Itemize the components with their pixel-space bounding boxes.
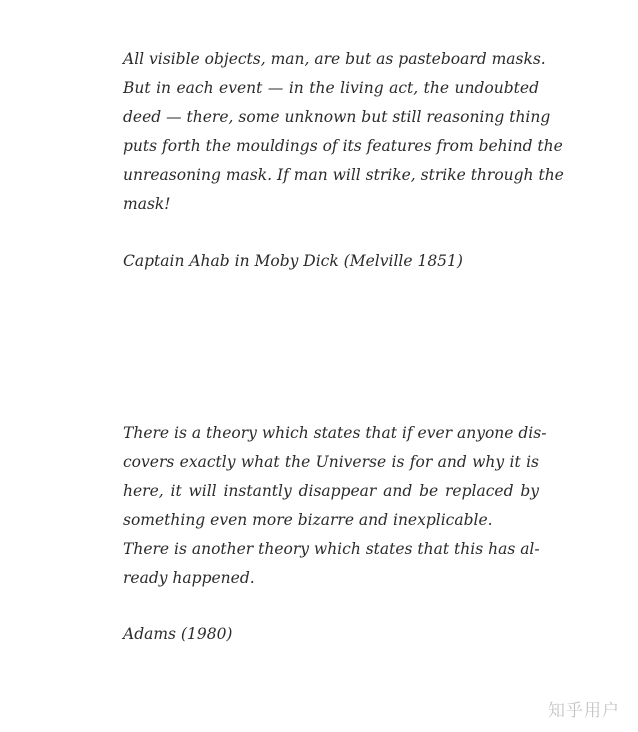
quote-line: here, it will instantly disappear and be replaced by xyxy=(123,482,539,500)
quote-line: something even more bizarre and inexplicable. xyxy=(123,511,493,529)
quote-line: covers exactly what the Universe is for and why it is xyxy=(123,453,539,471)
watermark: 知乎用户 xyxy=(548,701,620,721)
quote-line: All visible objects, man, are but as pasteboard masks. xyxy=(123,50,546,68)
epigraph-1-attribution xyxy=(123,247,539,276)
quote-line: There is a theory which states that if ever anyone dis- xyxy=(123,424,547,442)
epigraph-1 xyxy=(123,45,564,219)
quote-line: But in each event — in the living act, the undoubted xyxy=(123,79,539,97)
quote-line: puts forth the mouldings of its features from behind the xyxy=(123,137,563,155)
quote-line: There is another theory which states that this has al- xyxy=(123,540,540,558)
quote-line: unreasoning mask. If man will strike, strike through the xyxy=(123,166,564,184)
quote-line: mask! xyxy=(123,195,171,213)
quote-line: deed — there, some unknown but still reasoning thing xyxy=(123,108,551,126)
epigraph-2 xyxy=(123,419,547,593)
epigraph-2-attribution xyxy=(123,620,539,649)
attribution-text: Adams (1980) xyxy=(123,625,233,643)
quote-line: ready happened. xyxy=(123,569,255,587)
attribution-text: Captain Ahab in Moby Dick (Melville 1851) xyxy=(123,252,463,270)
